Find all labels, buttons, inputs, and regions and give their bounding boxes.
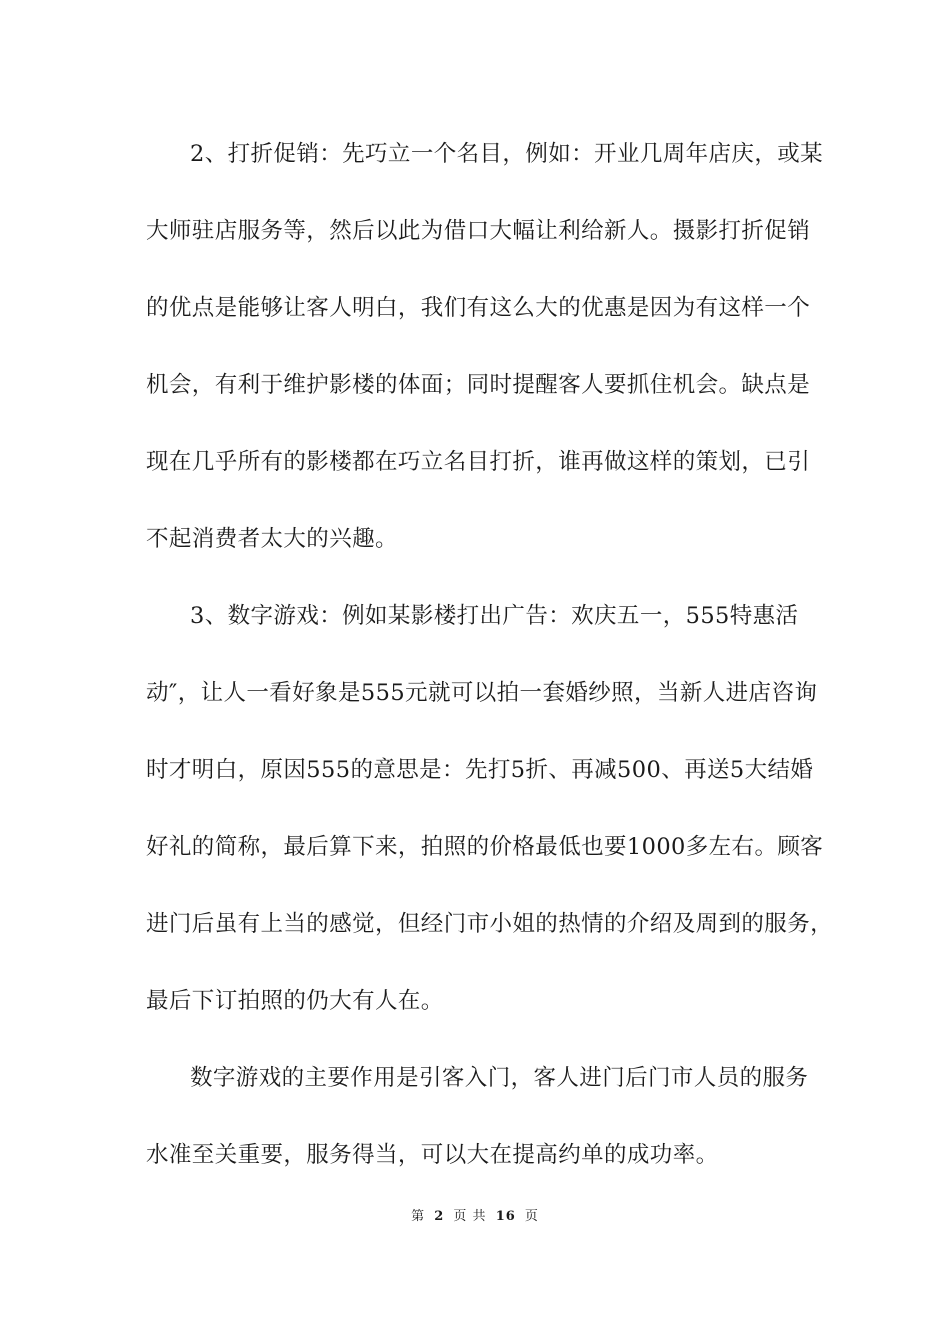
paragraph-line: 时才明白，原因555的意思是：先打5折、再减500、再送5大结婚 [146,757,814,783]
total-pages-number: 16 [495,1209,516,1224]
paragraph-line: 2、打折促销：先巧立一个名目，例如：开业几周年店庆，或某 [190,141,824,167]
paragraph-line: 数字游戏的主要作用是引客入门，客人进门后门市人员的服务 [190,1065,809,1091]
paragraph-line: 现在几乎所有的影楼都在巧立名目打折，谁再做这样的策划，已引 [146,449,811,475]
paragraph-line: 进门后虽有上当的感觉，但经门市小姐的热情的介绍及周到的服务， [146,911,834,937]
paragraph-line: 水准至关重要，服务得当，可以大在提高约单的成功率。 [146,1142,719,1168]
footer-suffix: 页 [524,1209,539,1224]
paragraph-line: 不起消费者太大的兴趣。 [146,526,398,552]
paragraph-line: 机会，有利于维护影楼的体面；同时提醒客人要抓住机会。缺点是 [146,372,811,398]
paragraph-line: 的优点是能够让客人明白，我们有这么大的优惠是因为有这样一个 [146,295,811,321]
paragraph-line: 动″，让人一看好象是555元就可以拍一套婚纱照，当新人进店咨询 [146,680,818,706]
page-footer [0,1207,950,1227]
current-page-number: 2 [434,1209,445,1224]
paragraph-line: 最后下订拍照的仍大有人在。 [146,988,444,1014]
paragraph-line: 3、数字游戏：例如某影楼打出广告：欢庆五一，555特惠活 [190,603,799,629]
footer-middle: 页 共 [453,1209,487,1224]
footer-prefix: 第 [411,1209,426,1224]
paragraph-line: 好礼的简称，最后算下来，拍照的价格最低也要1000多左右。顾客 [146,834,824,860]
body-text [146,132,834,1210]
paragraph-line: 大师驻店服务等，然后以此为借口大幅让利给新人。摄影打折促销 [146,218,811,244]
